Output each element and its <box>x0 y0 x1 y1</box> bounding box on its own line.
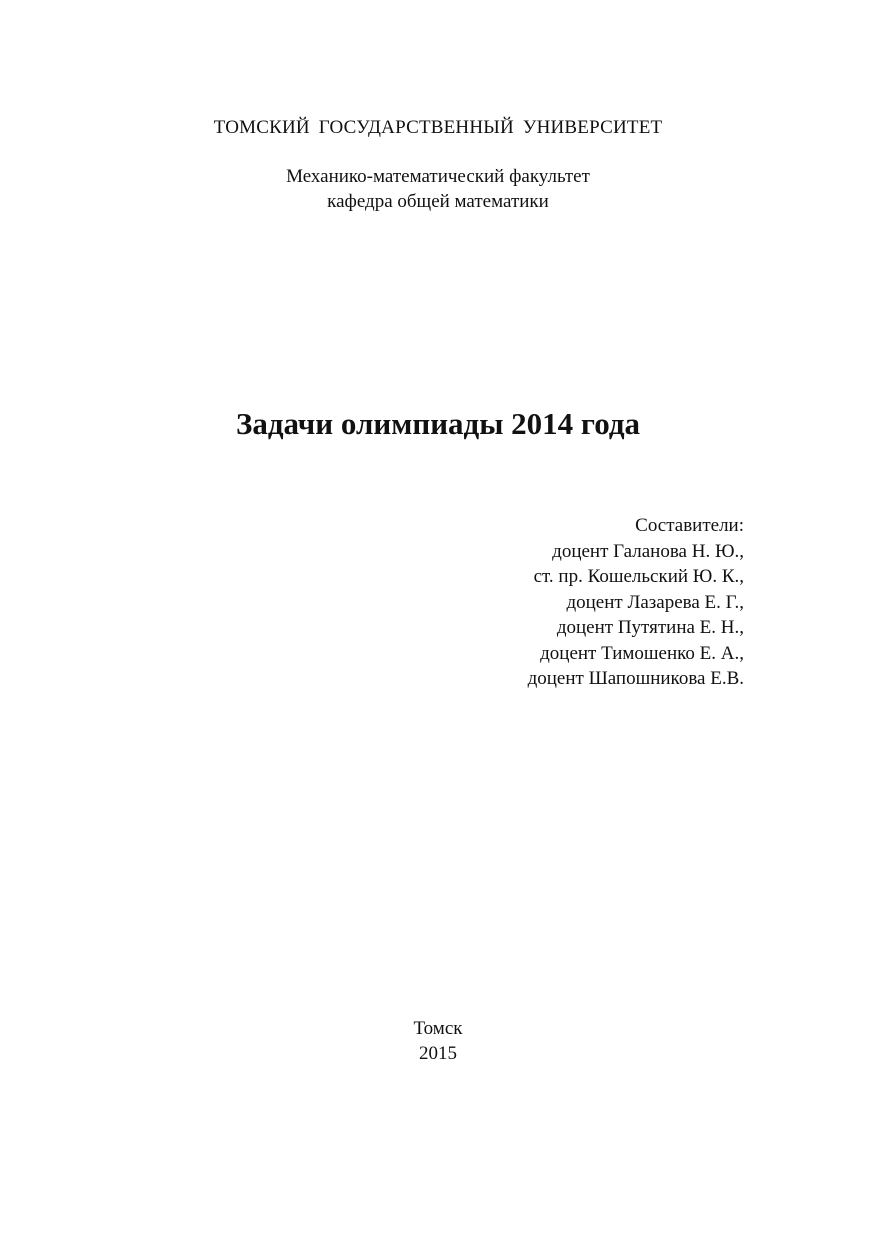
compiler-item: доцент Шапошникова Е.В. <box>527 668 744 689</box>
year: 2015 <box>419 1043 457 1064</box>
compiler-item: доцент Галанова Н. Ю., <box>552 540 744 562</box>
compilers-heading: Составители: <box>635 515 744 536</box>
city: Томск <box>413 1018 463 1039</box>
compilers-list <box>528 513 744 692</box>
compiler-item: доцент Путятина Е. Н., <box>556 617 744 638</box>
faculty-name: Механико-математический факультет <box>286 166 590 187</box>
document-title: Задачи олимпиады 2014 года <box>235 406 641 441</box>
compiler-item: ст. пр. Кошельский Ю. К., <box>533 566 744 587</box>
faculty-block <box>0 164 876 214</box>
compiler-item: доцент Лазарева Е. Г., <box>566 591 744 613</box>
university-name: ТОМСКИЙ ГОСУДАРСТВЕННЫЙ УНИВЕРСИТЕТ <box>213 117 663 138</box>
compiler-item: доцент Тимошенко Е. А., <box>540 642 744 664</box>
publication-info <box>0 1016 876 1066</box>
department-name: кафедра общей математики <box>327 191 549 212</box>
